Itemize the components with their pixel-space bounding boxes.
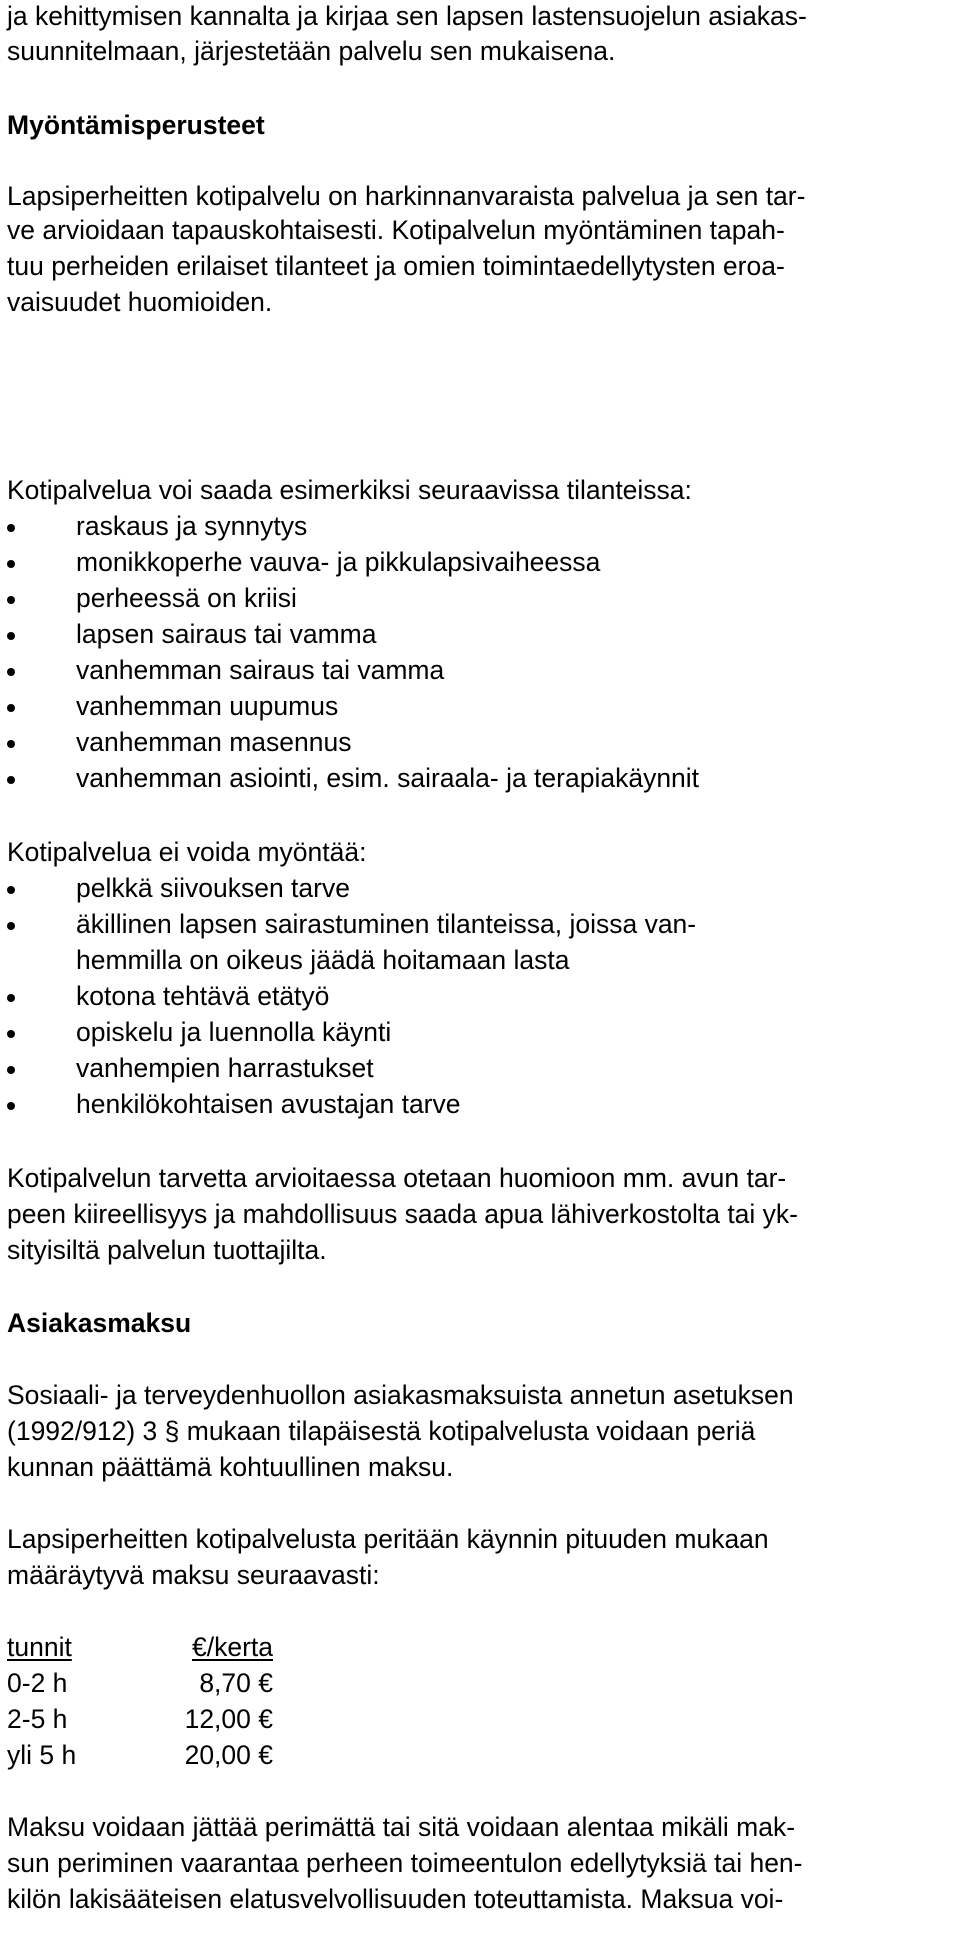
paragraph-line: peen kiireellisyys ja mahdollisuus saada apua lähiverkostolta tai yk- — [7, 1199, 798, 1229]
list-item: vanhemman sairaus tai vamma — [76, 655, 445, 685]
paragraph-line: ve arvioidaan tapauskohtaisesti. Kotipalvelun myöntäminen tapah- — [7, 215, 785, 245]
bullet-icon — [7, 994, 15, 1002]
bullet-icon — [7, 596, 15, 604]
table-cell-price: 8,70 € — [199, 1668, 273, 1698]
paragraph-line: Maksu voidaan jättää perimättä tai sitä voidaan alentaa mikäli mak- — [7, 1812, 796, 1842]
list-intro-ei-voida: Kotipalvelua ei voida myöntää: — [7, 837, 367, 867]
list-item: pelkkä siivouksen tarve — [76, 873, 350, 903]
paragraph-line: sun periminen vaarantaa perheen toimeentulon edellytyksiä tai hen- — [7, 1848, 803, 1878]
list-item: vanhemman uupumus — [76, 691, 339, 721]
bullet-icon — [7, 1066, 15, 1074]
list-item: raskaus ja synnytys — [76, 511, 308, 541]
bullet-icon — [7, 632, 15, 640]
paragraph-line: Lapsiperheitten kotipalvelusta peritään käynnin pituuden mukaan — [7, 1524, 769, 1554]
paragraph-line: Sosiaali- ja terveydenhuollon asiakasmaksuista annetun asetuksen — [7, 1380, 794, 1410]
bullet-icon — [7, 922, 15, 930]
table-header-tunnit: tunnit — [7, 1632, 72, 1662]
bullet-icon — [7, 524, 15, 532]
table-cell-price: 12,00 € — [184, 1704, 273, 1734]
paragraph-line: kunnan päättämä kohtuullinen maksu. — [7, 1452, 454, 1482]
list-item: vanhemman asiointi, esim. sairaala- ja terapiakäynnit — [76, 763, 700, 793]
intro-line-2: suunnitelmaan, järjestetään palvelu sen mukaisena. — [7, 36, 616, 66]
list-item: henkilökohtaisen avustajan tarve — [76, 1089, 461, 1119]
list-item: kotona tehtävä etätyö — [76, 981, 330, 1011]
table-header-eur-per-kerta: €/kerta — [191, 1632, 273, 1662]
paragraph-line: vaisuudet huomioiden. — [7, 287, 273, 317]
bullet-icon — [7, 704, 15, 712]
paragraph-line: Kotipalvelun tarvetta arvioitaessa otetaan huomioon mm. avun tar- — [7, 1163, 787, 1193]
table-cell-hours: 0-2 h — [7, 1668, 68, 1698]
paragraph-line: kilön lakisääteisen elatusvelvollisuuden toteuttamista. Maksua voi- — [7, 1884, 784, 1914]
list-item: äkillinen lapsen sairastuminen tilanteissa, joissa van- — [76, 909, 697, 939]
bullet-icon — [7, 668, 15, 676]
paragraph-line: tuu perheiden erilaiset tilanteet ja omien toimintaedellytysten eroa- — [7, 251, 785, 281]
list-item: opiskelu ja luennolla käynti — [76, 1017, 392, 1047]
bullet-icon — [7, 776, 15, 784]
section-heading-myontamisperusteet: Myöntämisperusteet — [7, 110, 265, 140]
bullet-icon — [7, 560, 15, 568]
intro-line-1: ja kehittymisen kannalta ja kirjaa sen lapsen lastensuojelun asiakas- — [7, 1, 807, 31]
list-intro-voi-saada: Kotipalvelua voi saada esimerkiksi seuraavissa tilanteissa: — [7, 475, 692, 505]
paragraph-line: sityisiltä palvelun tuottajilta. — [7, 1235, 327, 1265]
list-item: perheessä on kriisi — [76, 583, 297, 613]
list-item: vanhempien harrastukset — [76, 1053, 374, 1083]
paragraph-line: määräytyvä maksu seuraavasti: — [7, 1560, 380, 1590]
bullet-icon — [7, 886, 15, 894]
table-cell-hours: yli 5 h — [7, 1740, 77, 1770]
bullet-icon — [7, 1102, 15, 1110]
list-item-continuation: hemmilla on oikeus jäädä hoitamaan lasta — [76, 945, 570, 975]
list-item: vanhemman masennus — [76, 727, 352, 757]
bullet-icon — [7, 740, 15, 748]
section-heading-asiakasmaksu: Asiakasmaksu — [7, 1308, 192, 1338]
table-cell-price: 20,00 € — [184, 1740, 273, 1770]
paragraph-line: (1992/912) 3 § mukaan tilapäisestä kotipalvelusta voidaan periä — [7, 1416, 756, 1446]
list-item: monikkoperhe vauva- ja pikkulapsivaiheessa — [76, 547, 601, 577]
list-item: lapsen sairaus tai vamma — [76, 619, 377, 649]
table-cell-hours: 2-5 h — [7, 1704, 68, 1734]
paragraph-line: Lapsiperheitten kotipalvelu on harkinnanvaraista palvelua ja sen tar- — [7, 181, 806, 211]
bullet-icon — [7, 1030, 15, 1038]
